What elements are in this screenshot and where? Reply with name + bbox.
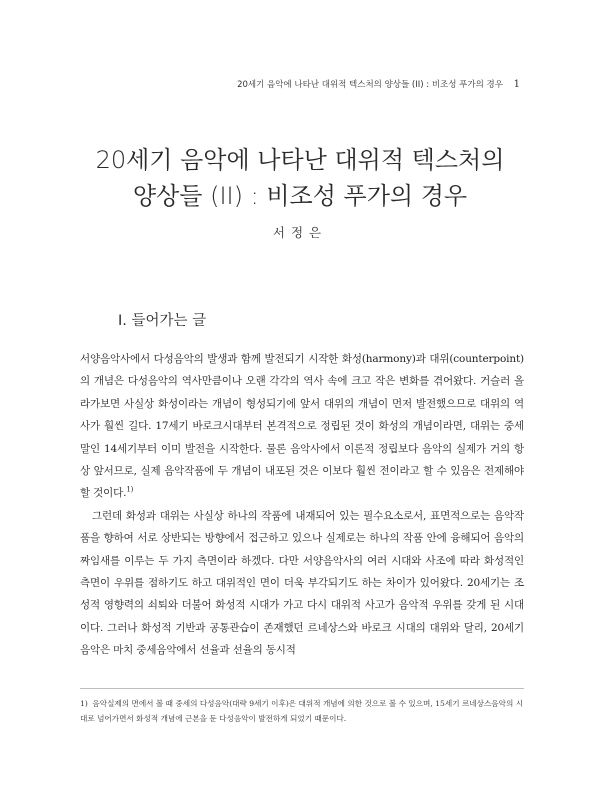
footnote-number: 1) (80, 699, 88, 708)
running-title: 20세기 음악에 나타난 대위적 텍스처의 양상들 (II) : 비조성 푸가의 경우 (237, 80, 503, 90)
paragraph-1-text: 서양음악사에서 다성음악의 발생과 함께 발전되기 시작한 화성(harmony)과 대위(counterpoint)의 개념은 다성음악의 역사만큼이나 오랜 각각의 역사 속에 크고 작은 변화를 겪어왔다. 거슬러 올라가보면 사실상 화성이라는 개념이 형성되기에 앞서 대위의 개념이 먼저 발전했으므로 대위의 역사가 훨씬 길다. 17세기 바로크시대부터 본격적으로 정립된 것이 화성의 개념이라면, 대위는 중세 말인 14세기부터 이미 발전을 시작한다. 물론 음악사에서 이론적 정립보다 음악의 실제가 거의 항상 앞서므로, 실제 음악작품에 두 개념이 내포된 것은 이보다 훨씬 전이라고 할 수 있음은 전제해야 할 것이다. (80, 353, 524, 500)
body-text (80, 348, 524, 662)
footnote (80, 697, 524, 726)
title-line-2: 양상들 (II) : 비조성 푸가의 경우 (132, 182, 468, 210)
footnote-reference[interactable]: 1) (126, 485, 134, 494)
paper-title (60, 142, 540, 214)
section-heading: I. 들어가는 글 (118, 313, 207, 329)
paragraph-2: 그런데 화성과 대위는 사실상 하나의 작품에 내재되어 있는 필수요소로서, 표면적으로는 음악작품을 향하여 서로 상반되는 방향에서 접근하고 있으나 실제로는 하나의 작품 안에 융해되어 음악의 짜임새를 이루는 두 가지 측면이라 하겠다. 다만 서양음악사의 여러 시대와 사조에 따라 화성적인 측면이 우위를 점하기도 하고 대위적인 면이 더욱 부각되기도 하는 차이가 있어왔다. 20세기는 조성적 영향력의 쇠퇴와 더불어 화성적 시대가 가고 다시 대위적 사고가 음악적 우위를 갖게 된 시대이다. 그러나 화성적 기반과 공통관습이 존재했던 르네상스와 바로크 시대의 대위와 달리, 20세기 음악은 마치 중세음악에서 선율과 선율의 동시적 (80, 509, 524, 657)
paragraph-1 (80, 348, 524, 505)
author-name: 서정은 (272, 225, 328, 240)
title-line-1: 20세기 음악에 나타난 대위적 텍스처의 (95, 146, 505, 174)
page-number: 1 (513, 79, 520, 90)
footnote-divider (80, 688, 524, 689)
footnote-text: 음악실제의 면에서 볼 때 중세의 다성음악(대략 9세기 이후)은 대위적 개념에 의한 것으로 볼 수 있으며, 15세기 르네상스음악의 시대로 넘어가면서 화성적 개념에 근본을 둔 다성음악이 발전하게 되었기 때문이다. (80, 699, 524, 723)
running-header (80, 78, 520, 90)
